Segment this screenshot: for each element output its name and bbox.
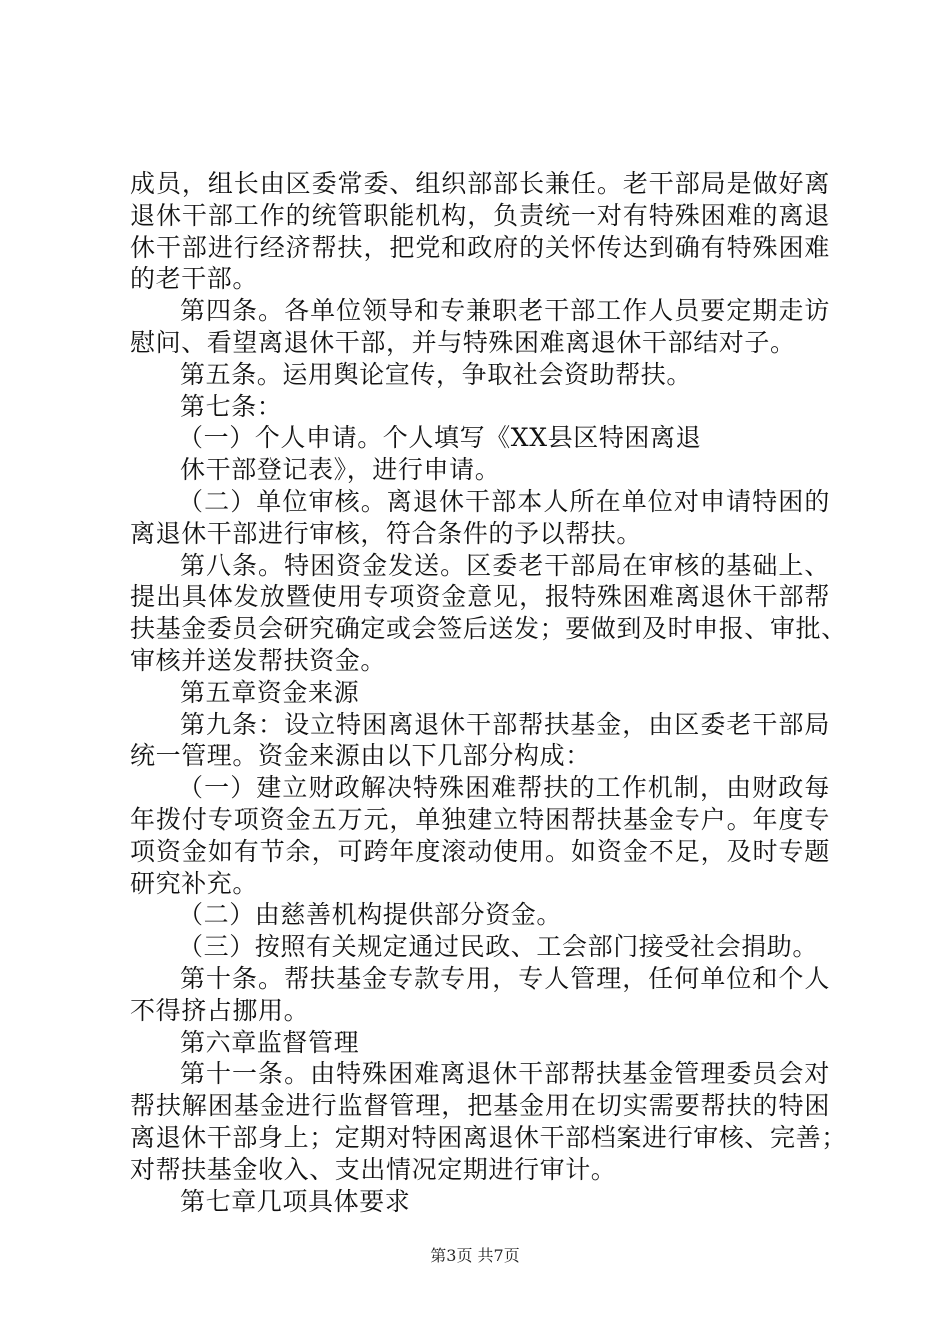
page-number-footer: 第3页 共7页: [430, 1246, 520, 1265]
text-line: 离退休干部进行审核，符合条件的予以帮扶。: [130, 518, 643, 548]
text-line: 第五条。运用舆论宣传，争取社会资助帮扶。: [180, 359, 693, 389]
text-line: （二）单位审核。离退休干部本人所在单位对申请特困的: [178, 486, 830, 516]
text-line: 第十条。帮扶基金专款专用，专人管理，任何单位和个人: [180, 963, 830, 993]
section-heading: 第五章资金来源: [180, 677, 360, 707]
text-line: （一）个人申请。个人填写《XX县区特困离退: [178, 423, 702, 453]
text-line: 不得挤占挪用。: [130, 995, 310, 1025]
text-line: （三）按照有关规定通过民政、工会部门接受社会捐助。: [178, 932, 819, 962]
text-line: 扶基金委员会研究确定或会签后送发；要做到及时申报、审批、: [130, 614, 847, 644]
text-line: 离退休干部身上；定期对特困离退休干部档案进行审核、完善；: [130, 1122, 847, 1152]
section-heading: 第七章几项具体要求: [180, 1186, 411, 1216]
text-line: 第八条。特困资金发送。区委老干部局在审核的基础上、: [180, 550, 830, 580]
text-line: 帮扶解困基金进行监督管理，把基金用在切实需要帮扶的特困: [130, 1091, 830, 1121]
text-line: （二）由慈善机构提供部分资金。: [178, 900, 563, 930]
text-line: 研究补充。: [130, 868, 259, 898]
text-line: 退休干部工作的统管职能机构，负责统一对有特殊困难的离退: [130, 200, 830, 230]
text-line: 成员，组长由区委常委、组织部部长兼任。老干部局是做好离: [130, 169, 830, 198]
text-line: 提出具体发放暨使用专项资金意见，报特殊困难离退休干部帮: [130, 582, 830, 612]
document-body: [130, 168, 847, 1217]
text-line: 对帮扶基金收入、支出情况定期进行审计。: [130, 1154, 617, 1184]
text-line: 审核并送发帮扶资金。: [130, 645, 387, 675]
text-line: 第四条。各单位领导和专兼职老干部工作人员要定期走访: [180, 296, 830, 326]
text-line: 项资金如有节余，可跨年度滚动使用。如资金不足，及时专题: [130, 836, 830, 866]
text-line: 第七条：: [180, 391, 283, 421]
text-line: 慰问、看望离退休干部，并与特殊困难离退休干部结对子。: [130, 327, 796, 357]
text-line: 休干部进行经济帮扶，把党和政府的关怀传达到确有特殊困难: [130, 232, 830, 262]
text-line: 休干部登记表》，进行申请。: [180, 455, 501, 485]
text-line: 年拨付专项资金五万元，单独建立特困帮扶基金专户。年度专: [130, 804, 830, 834]
text-line: 第十一条。由特殊困难离退休干部帮扶基金管理委员会对: [180, 1059, 830, 1089]
text-line: 的老干部。: [130, 264, 259, 294]
text-line: 第九条：设立特困离退休干部帮扶基金，由区委老干部局: [180, 709, 830, 739]
text-line: （一）建立财政解决特殊困难帮扶的工作机制，由财政每: [178, 773, 830, 803]
text-line: 统一管理。资金来源由以下几部分构成：: [130, 741, 591, 771]
section-heading: 第六章监督管理: [180, 1027, 360, 1057]
